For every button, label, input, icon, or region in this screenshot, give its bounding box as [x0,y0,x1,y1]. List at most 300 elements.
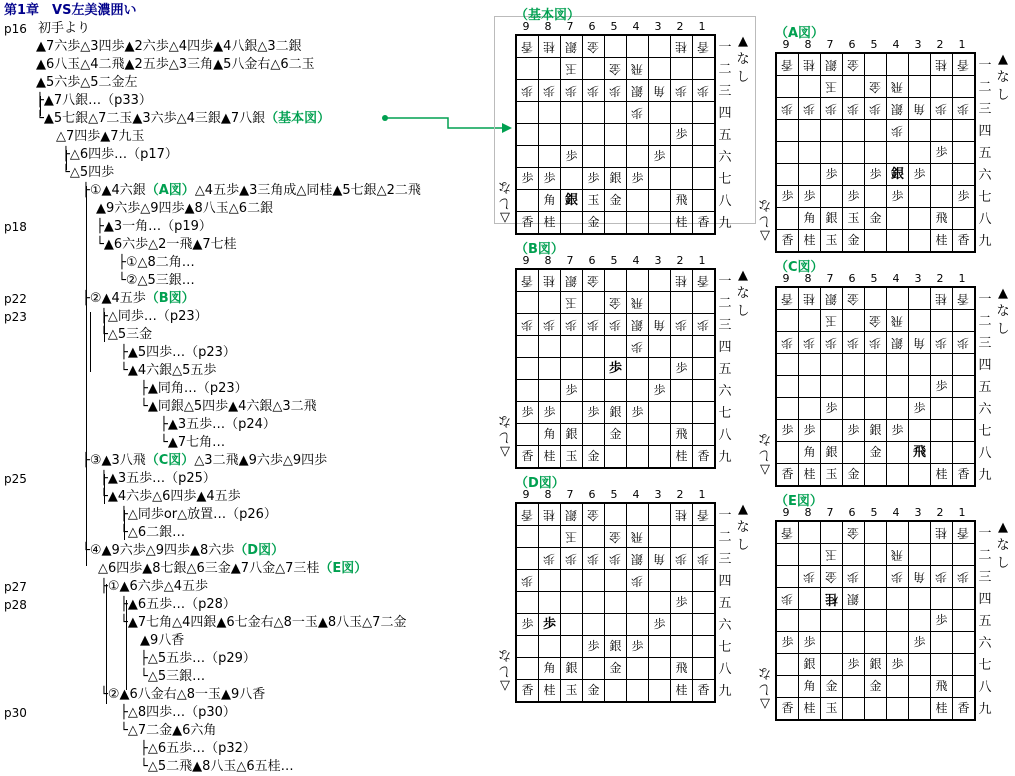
board-square[interactable] [843,698,865,719]
board-square[interactable] [799,420,821,442]
board-square[interactable] [865,120,887,142]
board-square[interactable] [777,288,799,310]
board-square[interactable] [517,146,539,168]
board-square[interactable] [821,208,843,230]
board-square[interactable] [539,446,561,467]
board-square[interactable] [799,522,821,544]
board-square[interactable] [561,124,583,146]
board-square[interactable] [909,76,931,98]
board-square[interactable] [605,680,627,701]
board-square[interactable] [583,270,605,292]
board-square[interactable] [539,168,561,190]
board-square[interactable] [909,588,931,610]
board-square[interactable] [517,314,539,336]
board-square[interactable] [887,354,909,376]
board-square[interactable] [539,336,561,358]
board-square[interactable] [583,614,605,636]
board-square[interactable] [777,442,799,464]
board-square[interactable] [605,614,627,636]
board-square[interactable] [821,610,843,632]
board-square[interactable] [909,654,931,676]
board-square[interactable] [777,54,799,76]
board-square[interactable] [909,310,931,332]
board-square[interactable] [517,270,539,292]
board-square[interactable] [561,680,583,701]
board-square[interactable] [671,446,693,467]
board-square[interactable] [843,376,865,398]
board-square[interactable] [931,544,953,566]
board-square[interactable] [799,54,821,76]
board-square[interactable] [671,504,693,526]
board-square[interactable] [671,614,693,636]
board-square[interactable] [627,212,649,233]
board-square[interactable] [649,314,671,336]
board-square[interactable] [931,632,953,654]
board-square[interactable] [777,420,799,442]
board-square[interactable] [799,332,821,354]
board-square[interactable] [931,676,953,698]
board-square[interactable] [953,164,974,186]
board-square[interactable] [539,658,561,680]
board-square[interactable] [865,698,887,719]
board-square[interactable] [693,526,714,548]
board-square[interactable] [843,354,865,376]
board-square[interactable] [605,102,627,124]
board-square[interactable] [583,190,605,212]
board-square[interactable] [539,190,561,212]
board-square[interactable] [777,98,799,120]
board-square[interactable] [561,570,583,592]
board-square[interactable] [517,446,539,467]
board-square[interactable] [517,102,539,124]
board-square[interactable] [605,58,627,80]
board-square[interactable] [517,168,539,190]
board-square[interactable] [799,164,821,186]
board-square[interactable] [561,270,583,292]
board-square[interactable] [799,654,821,676]
board-square[interactable] [561,58,583,80]
board-square[interactable] [953,354,974,376]
board-square[interactable] [671,680,693,701]
board-square[interactable] [627,124,649,146]
board-square[interactable] [693,212,714,233]
board-square[interactable] [865,610,887,632]
board-square[interactable] [583,124,605,146]
board-square[interactable] [693,80,714,102]
board-square[interactable] [693,570,714,592]
board-square[interactable] [627,380,649,402]
board-square[interactable] [539,424,561,446]
board-square[interactable] [605,212,627,233]
board-square[interactable] [909,230,931,251]
board-square[interactable] [671,424,693,446]
board-square[interactable] [693,380,714,402]
board-square[interactable] [843,632,865,654]
board-square[interactable] [583,504,605,526]
board-square[interactable] [627,548,649,570]
board-square[interactable] [843,230,865,251]
board-square[interactable] [517,36,539,58]
board-square[interactable] [671,102,693,124]
board-square[interactable] [953,676,974,698]
diagram-ref-link[interactable]: （D図） [234,543,285,558]
board-square[interactable] [865,310,887,332]
board-square[interactable] [953,610,974,632]
board-square[interactable] [605,548,627,570]
board-square[interactable] [539,570,561,592]
board-square[interactable] [799,544,821,566]
board-square[interactable] [517,80,539,102]
board-square[interactable] [953,632,974,654]
board-square[interactable] [583,358,605,380]
board-square[interactable] [583,424,605,446]
board-square[interactable] [799,288,821,310]
board-square[interactable] [953,566,974,588]
board-square[interactable] [605,190,627,212]
board-square[interactable] [693,548,714,570]
board-square[interactable] [865,398,887,420]
board-square[interactable] [693,168,714,190]
board-square[interactable] [627,58,649,80]
board-square[interactable] [583,380,605,402]
board-square[interactable] [627,680,649,701]
board-square[interactable] [843,522,865,544]
board-square[interactable] [931,120,953,142]
board-square[interactable] [583,680,605,701]
board-square[interactable] [799,442,821,464]
board-square[interactable] [627,592,649,614]
board-square[interactable] [693,504,714,526]
board-square[interactable] [583,548,605,570]
board-square[interactable] [821,288,843,310]
board-square[interactable] [821,398,843,420]
board-square[interactable] [605,168,627,190]
board-square[interactable] [693,424,714,446]
board-square[interactable] [953,442,974,464]
board-square[interactable] [821,698,843,719]
board-square[interactable] [777,376,799,398]
board-square[interactable] [887,698,909,719]
board-square[interactable] [887,208,909,230]
board-square[interactable] [799,632,821,654]
board-square[interactable] [821,442,843,464]
board-square[interactable] [909,54,931,76]
board-square[interactable] [909,376,931,398]
board-square[interactable] [799,310,821,332]
board-square[interactable] [843,566,865,588]
board-square[interactable] [649,80,671,102]
board-square[interactable] [693,102,714,124]
board-square[interactable] [821,654,843,676]
board-square[interactable] [539,270,561,292]
board-square[interactable] [777,464,799,485]
board-square[interactable] [627,314,649,336]
board-square[interactable] [539,124,561,146]
board-square[interactable] [693,314,714,336]
board-square[interactable] [627,36,649,58]
board-square[interactable] [821,632,843,654]
board-square[interactable] [693,58,714,80]
board-square[interactable] [843,654,865,676]
board-square[interactable] [843,420,865,442]
board-square[interactable] [865,420,887,442]
board-square[interactable] [649,190,671,212]
board-square[interactable] [953,398,974,420]
board-square[interactable] [909,464,931,485]
board-square[interactable] [887,676,909,698]
board-square[interactable] [953,464,974,485]
board-square[interactable] [671,168,693,190]
board-square[interactable] [561,102,583,124]
board-square[interactable] [887,142,909,164]
board-square[interactable] [627,570,649,592]
board-square[interactable] [583,314,605,336]
board-square[interactable] [931,332,953,354]
board-square[interactable] [605,124,627,146]
board-square[interactable] [583,292,605,314]
board-square[interactable] [843,76,865,98]
board-square[interactable] [887,376,909,398]
board-square[interactable] [777,76,799,98]
board-square[interactable] [671,80,693,102]
board-square[interactable] [953,588,974,610]
board-square[interactable] [777,676,799,698]
board-square[interactable] [671,570,693,592]
board-square[interactable] [777,354,799,376]
board-square[interactable] [517,358,539,380]
board-square[interactable] [649,526,671,548]
board-square[interactable] [865,522,887,544]
board-square[interactable] [627,504,649,526]
board-square[interactable] [649,102,671,124]
board-square[interactable] [561,548,583,570]
board-square[interactable] [953,544,974,566]
board-square[interactable] [539,592,561,614]
board-square[interactable] [909,98,931,120]
board-square[interactable] [931,698,953,719]
board-square[interactable] [865,164,887,186]
board-square[interactable] [821,588,843,610]
board-square[interactable] [539,402,561,424]
board-square[interactable] [799,676,821,698]
board-square[interactable] [843,398,865,420]
board-square[interactable] [953,310,974,332]
board-square[interactable] [931,230,953,251]
board-square[interactable] [649,548,671,570]
board-square[interactable] [649,58,671,80]
board-square[interactable] [909,186,931,208]
board-square[interactable] [561,336,583,358]
board-square[interactable] [627,636,649,658]
board-square[interactable] [693,336,714,358]
board-square[interactable] [627,80,649,102]
board-square[interactable] [583,58,605,80]
board-square[interactable] [843,676,865,698]
board-square[interactable] [887,464,909,485]
board-square[interactable] [931,76,953,98]
board-square[interactable] [887,164,909,186]
board-square[interactable] [649,168,671,190]
board-square[interactable] [909,676,931,698]
board-square[interactable] [953,54,974,76]
board-square[interactable] [887,332,909,354]
diagram-ref-link[interactable]: （E図） [319,561,368,576]
board-square[interactable] [693,270,714,292]
board-square[interactable] [777,610,799,632]
board-square[interactable] [649,124,671,146]
board-square[interactable] [887,230,909,251]
board-square[interactable] [517,124,539,146]
board-square[interactable] [627,614,649,636]
diagram-ref-link[interactable]: （A図） [145,183,195,198]
board-square[interactable] [561,212,583,233]
board-square[interactable] [843,164,865,186]
board-square[interactable] [605,292,627,314]
diagram-ref-link[interactable]: （B図） [145,291,195,306]
board-square[interactable] [693,658,714,680]
board-square[interactable] [799,186,821,208]
board-square[interactable] [865,464,887,485]
board-square[interactable] [909,420,931,442]
board-square[interactable] [865,654,887,676]
board-square[interactable] [539,58,561,80]
board-square[interactable] [649,592,671,614]
board-square[interactable] [693,680,714,701]
board-square[interactable] [627,358,649,380]
board-square[interactable] [649,504,671,526]
board-square[interactable] [671,212,693,233]
board-square[interactable] [821,120,843,142]
board-square[interactable] [671,526,693,548]
board-square[interactable] [605,424,627,446]
board-square[interactable] [865,354,887,376]
board-square[interactable] [561,446,583,467]
board-square[interactable] [649,658,671,680]
board-square[interactable] [649,636,671,658]
board-square[interactable] [865,332,887,354]
board-square[interactable] [799,208,821,230]
board-square[interactable] [539,680,561,701]
board-square[interactable] [909,632,931,654]
board-square[interactable] [821,98,843,120]
board-square[interactable] [583,526,605,548]
board-square[interactable] [953,376,974,398]
board-square[interactable] [649,680,671,701]
board-square[interactable] [605,270,627,292]
board-square[interactable] [799,120,821,142]
board-square[interactable] [693,124,714,146]
board-square[interactable] [649,446,671,467]
board-square[interactable] [843,142,865,164]
board-square[interactable] [561,636,583,658]
board-square[interactable] [799,354,821,376]
board-square[interactable] [843,610,865,632]
board-square[interactable] [909,354,931,376]
board-square[interactable] [931,654,953,676]
board-square[interactable] [865,442,887,464]
board-square[interactable] [909,698,931,719]
board-square[interactable] [605,592,627,614]
board-square[interactable] [583,658,605,680]
board-square[interactable] [539,380,561,402]
board-square[interactable] [777,398,799,420]
board-square[interactable] [671,190,693,212]
board-square[interactable] [649,36,671,58]
board-square[interactable] [539,102,561,124]
board-square[interactable] [887,98,909,120]
board-square[interactable] [605,36,627,58]
board-square[interactable] [865,230,887,251]
board-square[interactable] [627,526,649,548]
board-square[interactable] [799,98,821,120]
board-square[interactable] [953,288,974,310]
board-square[interactable] [865,544,887,566]
board-square[interactable] [931,442,953,464]
board-square[interactable] [517,292,539,314]
diagram-ref-link[interactable]: （基本図） [265,111,331,126]
board-square[interactable] [953,332,974,354]
board-square[interactable] [561,146,583,168]
board-square[interactable] [887,186,909,208]
board-square[interactable] [627,336,649,358]
board-square[interactable] [671,402,693,424]
board-square[interactable] [953,420,974,442]
board-square[interactable] [649,570,671,592]
board-square[interactable] [539,526,561,548]
board-square[interactable] [627,446,649,467]
board-square[interactable] [865,376,887,398]
board-square[interactable] [517,212,539,233]
board-square[interactable] [887,54,909,76]
board-square[interactable] [605,358,627,380]
board-square[interactable] [583,80,605,102]
board-square[interactable] [671,146,693,168]
board-square[interactable] [777,654,799,676]
board-square[interactable] [561,592,583,614]
board-square[interactable] [865,566,887,588]
board-square[interactable] [799,464,821,485]
board-square[interactable] [561,168,583,190]
board-square[interactable] [909,120,931,142]
board-square[interactable] [821,164,843,186]
board-square[interactable] [561,614,583,636]
board-square[interactable] [887,654,909,676]
board-square[interactable] [931,398,953,420]
board-square[interactable] [843,332,865,354]
board-square[interactable] [887,566,909,588]
board-square[interactable] [799,230,821,251]
board-square[interactable] [821,142,843,164]
board-square[interactable] [671,358,693,380]
board-square[interactable] [953,230,974,251]
board-square[interactable] [931,354,953,376]
board-square[interactable] [517,380,539,402]
board-square[interactable] [561,504,583,526]
board-square[interactable] [799,142,821,164]
board-square[interactable] [539,548,561,570]
board-square[interactable] [693,614,714,636]
board-square[interactable] [539,212,561,233]
board-square[interactable] [671,36,693,58]
board-square[interactable] [671,592,693,614]
board-square[interactable] [953,76,974,98]
board-square[interactable] [539,292,561,314]
board-square[interactable] [887,544,909,566]
board-square[interactable] [517,526,539,548]
board-square[interactable] [671,658,693,680]
board-square[interactable] [887,120,909,142]
board-square[interactable] [605,314,627,336]
